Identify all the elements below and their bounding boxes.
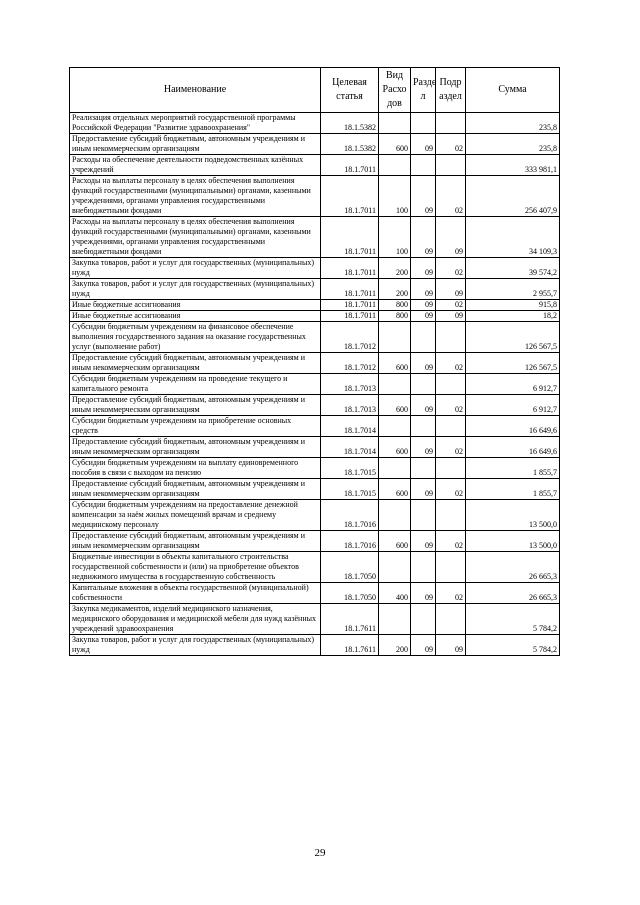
table-row bbox=[70, 353, 560, 374]
row-subsection bbox=[436, 416, 466, 437]
table-header-row bbox=[70, 68, 560, 113]
row-section bbox=[411, 322, 436, 353]
row-section: 09 bbox=[411, 395, 436, 416]
row-section bbox=[411, 604, 436, 635]
row-name: Предоставление субсидий бюджетным, автономным учреждениям и иным некоммерческим организациям bbox=[70, 353, 321, 374]
row-name: Закупка товаров, работ и услуг для государственных (муниципальных) нужд bbox=[70, 258, 321, 279]
row-section: 09 bbox=[411, 300, 436, 311]
table-row bbox=[70, 395, 560, 416]
row-target: 18.1.7016 bbox=[321, 531, 379, 552]
row-kind: 600 bbox=[379, 437, 411, 458]
row-name: Расходы на выплаты персоналу в целях обеспечения выполнения функций государственными (муниципальными) органами, казенными учреждениями, органами управления государственными внебюджетными фондами bbox=[70, 217, 321, 258]
row-section: 09 bbox=[411, 258, 436, 279]
row-kind bbox=[379, 604, 411, 635]
table-row bbox=[70, 374, 560, 395]
row-name: Субсидии бюджетным учреждениям на проведение текущего и капитального ремонта bbox=[70, 374, 321, 395]
table-row bbox=[70, 217, 560, 258]
row-kind bbox=[379, 155, 411, 176]
row-sum: 5 784,2 bbox=[466, 604, 560, 635]
row-section: 09 bbox=[411, 437, 436, 458]
row-sum: 1 855,7 bbox=[466, 479, 560, 500]
table-row bbox=[70, 500, 560, 531]
table-row bbox=[70, 322, 560, 353]
row-kind: 600 bbox=[379, 395, 411, 416]
header-target: Целевая статья bbox=[321, 68, 379, 113]
row-target: 18.1.5382 bbox=[321, 113, 379, 134]
row-sum: 13 500,0 bbox=[466, 500, 560, 531]
row-kind: 200 bbox=[379, 635, 411, 656]
row-kind: 400 bbox=[379, 583, 411, 604]
budget-table bbox=[69, 67, 560, 656]
row-name: Бюджетные инвестиции в объекты капитального строительства государственной собственности и (или) на приобретение объектов недвижимого имущества в государственную собственность bbox=[70, 552, 321, 583]
header-section: Разде л bbox=[411, 68, 436, 113]
row-subsection bbox=[436, 155, 466, 176]
row-sum: 2 955,7 bbox=[466, 279, 560, 300]
row-kind bbox=[379, 552, 411, 583]
row-section: 09 bbox=[411, 217, 436, 258]
row-kind bbox=[379, 458, 411, 479]
row-section: 09 bbox=[411, 479, 436, 500]
row-kind bbox=[379, 322, 411, 353]
row-subsection: 02 bbox=[436, 176, 466, 217]
row-subsection: 09 bbox=[436, 217, 466, 258]
row-name: Реализация отдельных мероприятий государственной программы Российской Федерации "Развитие здравоохранения" bbox=[70, 113, 321, 134]
table-row bbox=[70, 552, 560, 583]
row-subsection: 02 bbox=[436, 258, 466, 279]
row-section: 09 bbox=[411, 311, 436, 322]
row-section bbox=[411, 155, 436, 176]
row-kind: 200 bbox=[379, 258, 411, 279]
row-sum: 13 500,0 bbox=[466, 531, 560, 552]
row-target: 18.1.7014 bbox=[321, 437, 379, 458]
row-section: 09 bbox=[411, 279, 436, 300]
row-subsection bbox=[436, 552, 466, 583]
row-subsection bbox=[436, 604, 466, 635]
row-section: 09 bbox=[411, 635, 436, 656]
row-name: Закупка товаров, работ и услуг для государственных (муниципальных) нужд bbox=[70, 279, 321, 300]
row-sum: 26 665,3 bbox=[466, 552, 560, 583]
row-section bbox=[411, 500, 436, 531]
row-sum: 6 912,7 bbox=[466, 374, 560, 395]
table-row bbox=[70, 635, 560, 656]
row-kind: 100 bbox=[379, 176, 411, 217]
row-target: 18.1.7014 bbox=[321, 416, 379, 437]
row-subsection: 02 bbox=[436, 583, 466, 604]
row-name: Капитальные вложения в объекты государственной (муниципальной) собственности bbox=[70, 583, 321, 604]
table-row bbox=[70, 113, 560, 134]
row-kind bbox=[379, 113, 411, 134]
row-sum: 235,8 bbox=[466, 113, 560, 134]
budget-table-sheet bbox=[69, 67, 559, 656]
row-name: Предоставление субсидий бюджетным, автономным учреждениям и иным некоммерческим организациям bbox=[70, 134, 321, 155]
row-target: 18.1.7050 bbox=[321, 552, 379, 583]
row-name: Предоставление субсидий бюджетным, автономным учреждениям и иным некоммерческим организациям bbox=[70, 395, 321, 416]
row-section bbox=[411, 113, 436, 134]
row-sum: 16 649,6 bbox=[466, 437, 560, 458]
row-kind: 800 bbox=[379, 300, 411, 311]
header-subsection: Подр аздел bbox=[436, 68, 466, 113]
row-target: 18.1.7011 bbox=[321, 311, 379, 322]
row-section bbox=[411, 552, 436, 583]
row-kind: 600 bbox=[379, 134, 411, 155]
row-sum: 26 665,3 bbox=[466, 583, 560, 604]
row-sum: 915,8 bbox=[466, 300, 560, 311]
row-target: 18.1.7011 bbox=[321, 300, 379, 311]
row-target: 18.1.7012 bbox=[321, 353, 379, 374]
row-sum: 235,8 bbox=[466, 134, 560, 155]
row-kind bbox=[379, 374, 411, 395]
row-sum: 6 912,7 bbox=[466, 395, 560, 416]
row-sum: 333 981,1 bbox=[466, 155, 560, 176]
row-target: 18.1.5382 bbox=[321, 134, 379, 155]
row-subsection: 02 bbox=[436, 531, 466, 552]
row-name: Субсидии бюджетным учреждениям на предоставление денежной компенсации за наём жилых помещений врачам и среднему медицинскому персоналу bbox=[70, 500, 321, 531]
row-subsection: 02 bbox=[436, 437, 466, 458]
row-kind: 600 bbox=[379, 479, 411, 500]
row-sum: 126 567,5 bbox=[466, 322, 560, 353]
row-target: 18.1.7012 bbox=[321, 322, 379, 353]
row-sum: 256 407,9 bbox=[466, 176, 560, 217]
row-kind: 200 bbox=[379, 279, 411, 300]
row-name: Закупка медикаментов, изделий медицинского назначения, медицинского оборудования и медицинской мебели для нужд казённых учреждений здравоохранения bbox=[70, 604, 321, 635]
row-target: 18.1.7013 bbox=[321, 374, 379, 395]
row-sum: 39 574,2 bbox=[466, 258, 560, 279]
row-kind: 600 bbox=[379, 353, 411, 374]
row-subsection: 02 bbox=[436, 353, 466, 374]
row-kind bbox=[379, 500, 411, 531]
table-row bbox=[70, 176, 560, 217]
row-name: Предоставление субсидий бюджетным, автономным учреждениям и иным некоммерческим организациям bbox=[70, 479, 321, 500]
row-sum: 34 109,3 bbox=[466, 217, 560, 258]
row-sum: 1 855,7 bbox=[466, 458, 560, 479]
row-subsection bbox=[436, 500, 466, 531]
table-row bbox=[70, 531, 560, 552]
table-row bbox=[70, 479, 560, 500]
row-section: 09 bbox=[411, 583, 436, 604]
table-row bbox=[70, 437, 560, 458]
row-target: 18.1.7015 bbox=[321, 458, 379, 479]
header-name: Наименование bbox=[70, 68, 321, 113]
row-subsection bbox=[436, 113, 466, 134]
row-section: 09 bbox=[411, 176, 436, 217]
row-sum: 126 567,5 bbox=[466, 353, 560, 374]
table-row bbox=[70, 134, 560, 155]
table-body bbox=[70, 113, 560, 656]
table-row bbox=[70, 458, 560, 479]
row-target: 18.1.7611 bbox=[321, 604, 379, 635]
row-subsection bbox=[436, 374, 466, 395]
table-row bbox=[70, 279, 560, 300]
row-subsection: 02 bbox=[436, 479, 466, 500]
row-name: Расходы на обеспечение деятельности подведомственных казённых учреждений bbox=[70, 155, 321, 176]
row-section: 09 bbox=[411, 134, 436, 155]
row-section bbox=[411, 458, 436, 479]
row-subsection: 02 bbox=[436, 395, 466, 416]
row-subsection: 02 bbox=[436, 300, 466, 311]
row-name: Предоставление субсидий бюджетным, автономным учреждениям и иным некоммерческим организациям bbox=[70, 531, 321, 552]
row-target: 18.1.7011 bbox=[321, 217, 379, 258]
row-section: 09 bbox=[411, 531, 436, 552]
row-name: Закупка товаров, работ и услуг для государственных (муниципальных) нужд bbox=[70, 635, 321, 656]
row-subsection: 09 bbox=[436, 279, 466, 300]
row-sum: 5 784,2 bbox=[466, 635, 560, 656]
row-name: Субсидии бюджетным учреждениям на выплату единовременного пособия в связи с выходом на пенсию bbox=[70, 458, 321, 479]
table-row bbox=[70, 583, 560, 604]
row-target: 18.1.7011 bbox=[321, 258, 379, 279]
row-name: Иные бюджетные ассигнования bbox=[70, 300, 321, 311]
row-name: Предоставление субсидий бюджетным, автономным учреждениям и иным некоммерческим организациям bbox=[70, 437, 321, 458]
table-row bbox=[70, 311, 560, 322]
row-kind: 600 bbox=[379, 531, 411, 552]
row-subsection bbox=[436, 458, 466, 479]
row-section bbox=[411, 416, 436, 437]
row-target: 18.1.7016 bbox=[321, 500, 379, 531]
row-section bbox=[411, 374, 436, 395]
row-kind: 100 bbox=[379, 217, 411, 258]
row-subsection: 02 bbox=[436, 134, 466, 155]
table-row bbox=[70, 258, 560, 279]
row-sum: 16 649,6 bbox=[466, 416, 560, 437]
row-kind: 800 bbox=[379, 311, 411, 322]
row-target: 18.1.7050 bbox=[321, 583, 379, 604]
row-subsection bbox=[436, 322, 466, 353]
row-name: Субсидии бюджетным учреждениям на финансовое обеспечение выполнения государственного задания на оказание государственных услуг (выполнение работ) bbox=[70, 322, 321, 353]
row-target: 18.1.7011 bbox=[321, 155, 379, 176]
header-sum: Сумма bbox=[466, 68, 560, 113]
page-number: 29 bbox=[314, 847, 326, 859]
table-row bbox=[70, 155, 560, 176]
row-target: 18.1.7611 bbox=[321, 635, 379, 656]
table-row bbox=[70, 300, 560, 311]
row-name: Субсидии бюджетным учреждениям на приобретение основных средств bbox=[70, 416, 321, 437]
table-row bbox=[70, 416, 560, 437]
row-target: 18.1.7013 bbox=[321, 395, 379, 416]
row-name: Иные бюджетные ассигнования bbox=[70, 311, 321, 322]
header-kind: Вид Расхо дов bbox=[379, 68, 411, 113]
table-row bbox=[70, 604, 560, 635]
row-kind bbox=[379, 416, 411, 437]
row-sum: 18,2 bbox=[466, 311, 560, 322]
row-subsection: 09 bbox=[436, 311, 466, 322]
row-name: Расходы на выплаты персоналу в целях обеспечения выполнения функций государственными (муниципальными) органами, казенными учреждениями, органами управления государственными внебюджетными фондами bbox=[70, 176, 321, 217]
row-target: 18.1.7011 bbox=[321, 176, 379, 217]
row-section: 09 bbox=[411, 353, 436, 374]
row-subsection: 09 bbox=[436, 635, 466, 656]
row-target: 18.1.7015 bbox=[321, 479, 379, 500]
row-target: 18.1.7011 bbox=[321, 279, 379, 300]
